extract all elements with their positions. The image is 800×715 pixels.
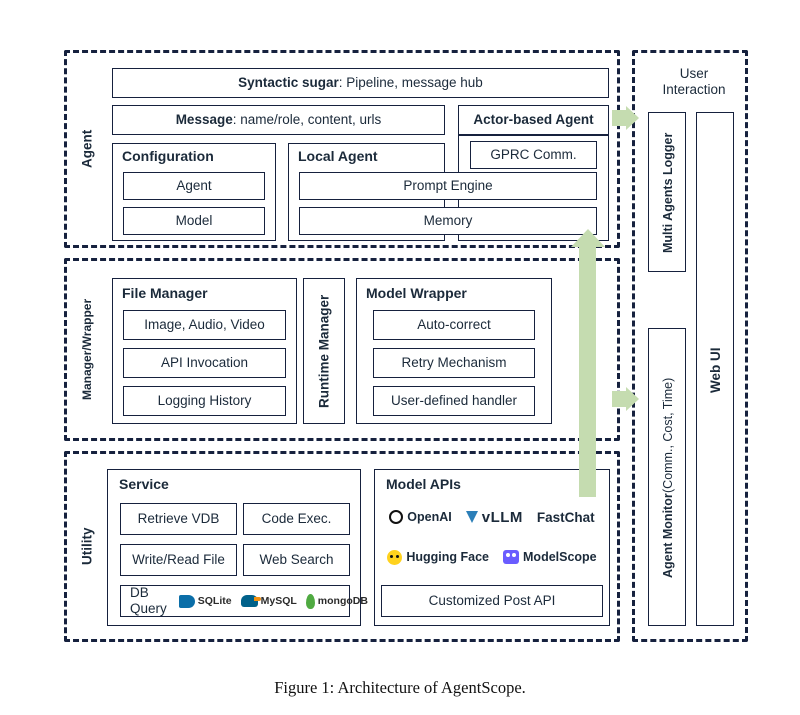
mysql-label: MySQL bbox=[260, 594, 297, 607]
modelscope-icon bbox=[503, 550, 519, 564]
write-read-file-box: Write/Read File bbox=[120, 544, 237, 576]
code-exec-box: Code Exec. bbox=[243, 503, 350, 535]
multi-agents-logger-label: Multi Agents Logger bbox=[660, 132, 675, 254]
model-apis-logo-row-2 bbox=[381, 544, 603, 570]
db-logo-row bbox=[179, 594, 368, 609]
fastchat-label: FastChat bbox=[536, 509, 595, 525]
web-ui-box bbox=[696, 112, 734, 626]
model-apis-title: Model APIs bbox=[386, 476, 461, 492]
agent-monitor-label bbox=[649, 329, 687, 627]
agent-monitor-title: Agent Monitor bbox=[660, 493, 675, 579]
web-ui-label: Web UI bbox=[708, 347, 724, 393]
model-wrapper-title: Model Wrapper bbox=[366, 285, 467, 301]
mongodb-label: mongoDB bbox=[317, 594, 368, 607]
right-arrow-shaft-middle bbox=[612, 391, 626, 407]
right-arrow-head-middle bbox=[626, 387, 639, 411]
memory-box: Memory bbox=[299, 207, 597, 235]
sqlite-icon bbox=[179, 595, 195, 608]
prompt-engine-box: Prompt Engine bbox=[299, 172, 597, 200]
message-title: Message bbox=[175, 112, 233, 128]
modelscope-label: ModelScope bbox=[523, 550, 597, 564]
agent-monitor-suffix: (Comm., Cost, Time) bbox=[660, 378, 675, 494]
retrieve-vdb-box: Retrieve VDB bbox=[120, 503, 237, 535]
retry-mechanism-box: Retry Mechanism bbox=[373, 348, 535, 378]
mongodb-icon bbox=[306, 594, 315, 609]
web-search-box: Web Search bbox=[243, 544, 350, 576]
db-query-box bbox=[120, 585, 368, 617]
db-query-label: DB Query bbox=[130, 585, 167, 616]
mysql-icon bbox=[241, 595, 258, 607]
modelscope-logo bbox=[503, 550, 597, 564]
fastchat-logo bbox=[537, 510, 595, 525]
sqlite-logo bbox=[179, 595, 232, 608]
local-agent-title: Local Agent bbox=[298, 148, 378, 164]
syntactic-sugar-box bbox=[112, 68, 609, 98]
vllm-logo bbox=[466, 509, 523, 526]
huggingface-icon bbox=[387, 550, 402, 565]
openai-logo bbox=[389, 510, 451, 524]
user-defined-handler-box: User-defined handler bbox=[373, 386, 535, 416]
configuration-model-box: Model bbox=[123, 207, 265, 235]
file-manager-title: File Manager bbox=[122, 285, 208, 301]
customized-post-api-box: Customized Post API bbox=[381, 585, 603, 617]
user-interaction-label: User Interaction bbox=[662, 65, 726, 97]
service-title: Service bbox=[119, 476, 169, 492]
agent-monitor-box bbox=[648, 328, 686, 626]
runtime-manager-title: Runtime Manager bbox=[316, 294, 332, 408]
syntactic-sugar-title: Syntactic sugar bbox=[238, 75, 339, 91]
utility-layer-label: Utility bbox=[79, 527, 95, 566]
auto-correct-box: Auto-correct bbox=[373, 310, 535, 340]
huggingface-label: Hugging Face bbox=[406, 550, 490, 564]
manager-wrapper-layer-label: Manager/Wrapper bbox=[80, 298, 94, 401]
vertical-arrow-shaft bbox=[579, 247, 596, 497]
image-audio-video-box: Image, Audio, Video bbox=[123, 310, 286, 340]
agent-layer-label: Agent bbox=[79, 129, 95, 169]
sqlite-label: SQLite bbox=[197, 594, 232, 607]
right-arrow-head-top bbox=[626, 106, 639, 130]
actor-based-agent-title: Actor-based Agent bbox=[473, 112, 594, 128]
configuration-agent-box: Agent bbox=[123, 172, 265, 200]
api-invocation-box: API Invocation bbox=[123, 348, 286, 378]
model-apis-logo-row-1 bbox=[381, 504, 603, 530]
right-arrow-shaft-top bbox=[612, 110, 626, 126]
logging-history-box: Logging History bbox=[123, 386, 286, 416]
vllm-icon bbox=[466, 511, 478, 523]
vllm-label: vLLM bbox=[481, 508, 523, 526]
openai-label: OpenAI bbox=[407, 510, 452, 524]
message-box bbox=[112, 105, 445, 135]
mongodb-logo bbox=[306, 594, 368, 609]
message-text: : name/role, content, urls bbox=[232, 112, 382, 128]
grpc-comm-box: GPRC Comm. bbox=[470, 141, 597, 169]
huggingface-logo bbox=[387, 550, 489, 565]
mysql-logo bbox=[241, 595, 297, 607]
openai-icon bbox=[389, 510, 403, 524]
configuration-title: Configuration bbox=[122, 148, 214, 164]
actor-based-agent-header bbox=[458, 105, 609, 135]
figure-caption: Figure 1: Architecture of AgentScope. bbox=[274, 678, 526, 697]
vertical-arrow-head bbox=[571, 229, 605, 247]
multi-agents-logger-box bbox=[648, 112, 686, 272]
syntactic-sugar-text: : Pipeline, message hub bbox=[338, 75, 483, 91]
